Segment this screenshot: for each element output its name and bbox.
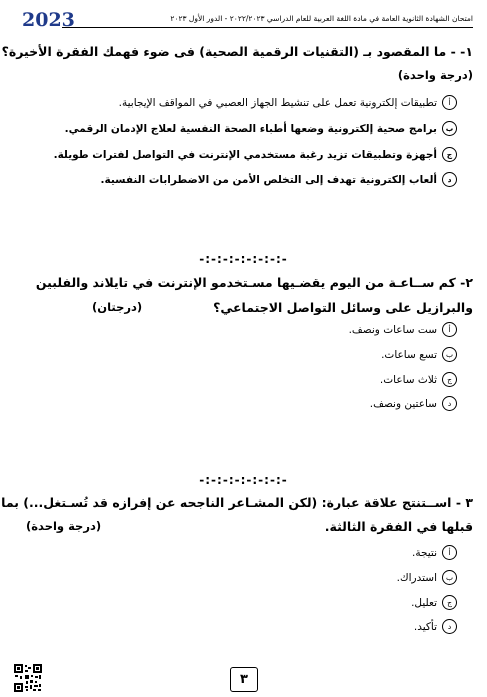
q2-option-d[interactable] <box>370 396 457 411</box>
option-marker-a: أ <box>442 322 457 337</box>
q2-score: (درجتان) <box>92 300 143 314</box>
option-marker-b: ب <box>442 570 457 585</box>
option-marker-c: ج <box>442 372 457 387</box>
option-marker-b: ب <box>442 347 457 362</box>
q3-option-c-text: تعليل. <box>411 596 437 609</box>
qr-code-icon <box>14 664 42 692</box>
option-marker-d: د <box>442 396 457 411</box>
option-marker-b: ب <box>442 121 457 136</box>
q3-option-c[interactable] <box>411 595 457 610</box>
q3-text-line2: قبلها في الفقرة الثالثة. <box>324 519 473 534</box>
header-divider <box>62 27 473 28</box>
option-marker-a: أ <box>442 95 457 110</box>
option-marker-c: ج <box>442 147 457 162</box>
exam-header-title: امتحان الشهادة الثانوية العامة في مادة اللغة العربية للعام الدراسي ٢٠٢٢/٢٠٢٣ - الدور الأول ٢٠٢٣ <box>170 14 473 23</box>
q1-option-c[interactable] <box>54 147 457 162</box>
q3-score: (درجة واحدة) <box>26 519 102 533</box>
exam-year: 2023 <box>22 9 75 31</box>
q2-option-b-text: تسع ساعات. <box>381 348 437 361</box>
q1-score: (درجة واحدة) <box>397 68 473 82</box>
q2-option-b[interactable] <box>381 347 457 362</box>
q1-option-c-text: أجهزة وتطبيقات تزيد رغبة مستخدمي الإنترنت في التواصل لفترات طويلة. <box>53 148 437 161</box>
q3-option-b-text: استدراك. <box>396 571 437 584</box>
q1-option-b[interactable] <box>65 121 457 136</box>
option-marker-d: د <box>442 619 457 634</box>
page-number: ٣ <box>230 667 258 692</box>
option-marker-d: د <box>442 172 457 187</box>
q2-option-c-text: ثلاث ساعات. <box>379 373 437 386</box>
q2-option-a[interactable] <box>349 322 457 337</box>
option-marker-a: أ <box>442 545 457 560</box>
option-marker-c: ج <box>442 595 457 610</box>
q1-option-b-text: برامج صحية إلكترونية وضعها أطباء الصحة النفسية لعلاج الإدمان الرقمي. <box>64 122 437 135</box>
q3-option-d[interactable] <box>414 619 457 634</box>
q2-text-line1: ٢- كم ســاعـة من اليوم يقضـيها مسـتخدمو الإنترنت في تايلاند والفلبين <box>35 275 473 290</box>
q1-option-a[interactable] <box>119 95 457 110</box>
q1-option-a-text: تطبيقات إلكترونية تعمل على تنشيط الجهاز العصبي في المواقف الإيجابية. <box>118 96 437 109</box>
section-separator-2: -:-:-:-:-:-:-:- <box>199 473 288 487</box>
q1-text: ١- - ما المقصود بـ (التقنيات الرقمية الصحية) فى ضوء فهمك الفقرة الأخيرة؟ <box>1 44 473 59</box>
q3-option-d-text: تأكيد. <box>413 620 437 633</box>
q3-option-a-text: نتيجة. <box>411 546 437 559</box>
section-separator-1: -:-:-:-:-:-:-:- <box>199 252 288 266</box>
q3-text-line1: ٣ - اســتنتج علاقة عبارة: (لكن المشـاعر الناجحه عن إفرازه قد تُسـتغل...) بما <box>1 495 473 510</box>
q1-option-d[interactable] <box>101 172 458 187</box>
q3-option-a[interactable] <box>412 545 457 560</box>
q2-option-c[interactable] <box>380 372 457 387</box>
q2-option-d-text: ساعتين ونصف. <box>369 397 437 410</box>
q2-option-a-text: ست ساعات ونصف. <box>348 323 437 336</box>
q1-option-d-text: ألعاب إلكترونية تهدف إلى التخلص الأمن من الاضطرابات النفسية. <box>100 173 437 186</box>
q3-option-b[interactable] <box>397 570 457 585</box>
q2-text-line2: والبرازيل على وسائل التواصل الاجتماعي؟ <box>213 300 473 315</box>
